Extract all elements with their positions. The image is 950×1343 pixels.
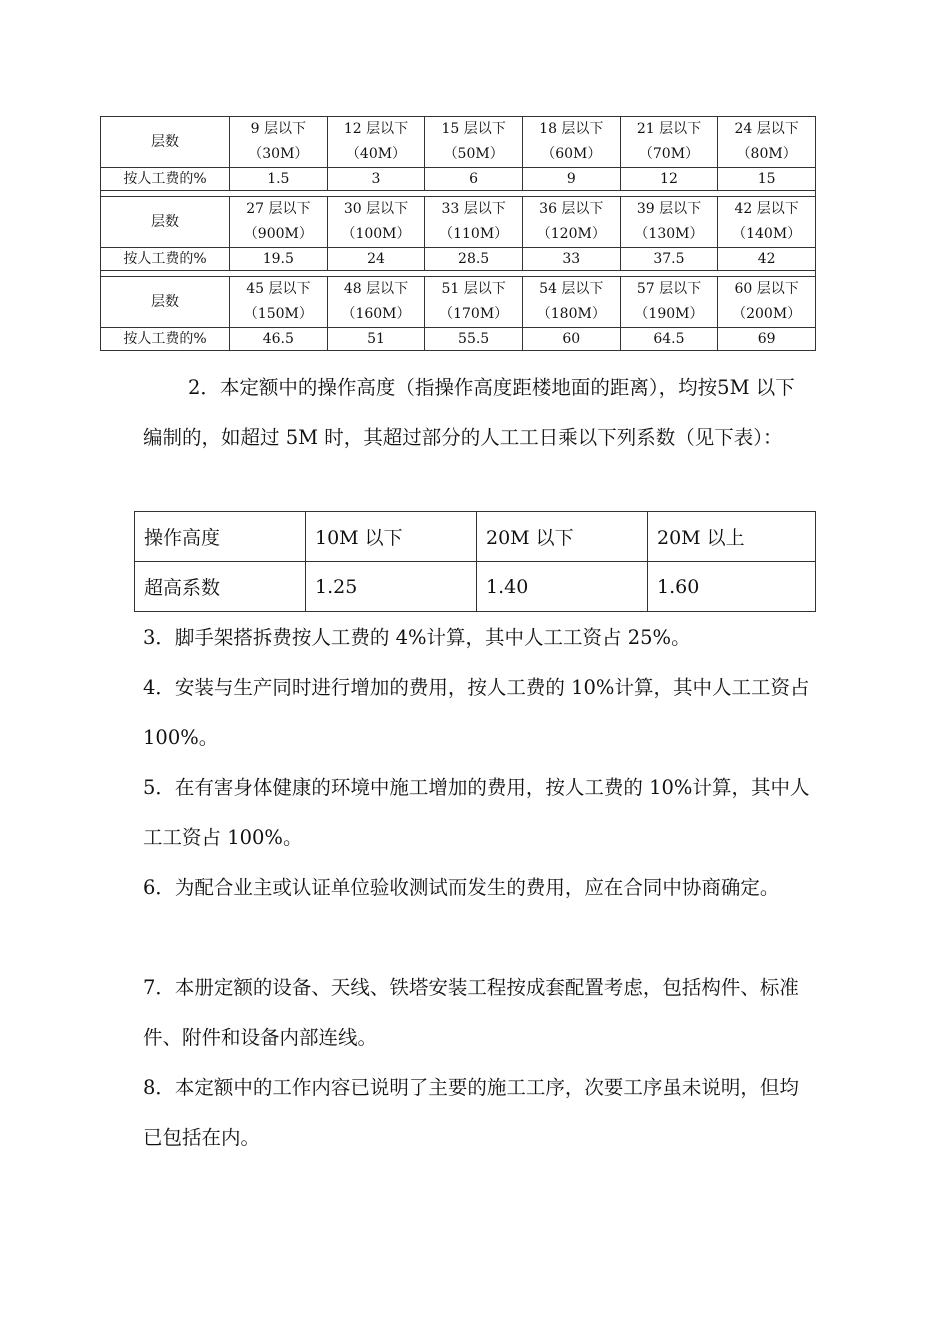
floor-limit-cell [327,197,425,248]
floor-limit-cell [718,117,816,168]
floor-limit-label: 54 层以下 [539,281,604,297]
percentage-cell: 19.5 [230,248,328,271]
floor-limit-label: 9 层以下 [250,121,306,137]
floor-limit-cell [718,197,816,248]
row-label-percentage: 按人工费的% [101,168,230,191]
table-cell: 1.40 [477,562,648,612]
row-label-floors: 层数 [101,197,230,248]
table-cell: 1.60 [648,562,816,612]
height-limit-label: （70M） [638,146,700,162]
height-limit-label: （60M） [541,146,602,162]
percentage-cell: 69 [718,328,816,351]
floor-limit-label: 60 层以下 [734,281,799,297]
table-row [101,168,816,191]
height-limit-label: （100M） [341,226,411,242]
floor-limit-cell [522,197,620,248]
row-label-percentage: 按人工费的% [101,328,230,351]
floor-limit-label: 48 层以下 [343,281,409,297]
floor-limit-cell [327,117,425,168]
percentage-cell: 60 [522,328,620,351]
floor-limit-label: 21 层以下 [636,121,702,137]
percentage-cell: 24 [327,248,425,271]
floor-limit-label: 18 层以下 [539,121,604,137]
height-limit-label: （120M） [536,226,606,242]
height-limit-label: （180M） [536,306,606,322]
percentage-cell: 64.5 [620,328,718,351]
paragraph-7: 7．本册定额的设备、天线、铁塔安装工程按成套配置考虑，包括构件、标准件、附件和设备内部连线。 [143,976,799,1049]
row-label-floors: 层数 [101,117,230,168]
floor-limit-label: 27 层以下 [246,201,311,217]
floor-limit-label: 30 层以下 [343,201,409,217]
table-cell: 20M 以下 [477,512,648,562]
paragraph-8: 8．本定额中的工作内容已说明了主要的施工工序，次要工序虽未说明，但均已包括在内。 [143,1076,799,1149]
floor-limit-label: 24 层以下 [734,121,799,137]
height-limit-label: （80M） [736,146,797,162]
floor-limit-label: 39 层以下 [636,201,702,217]
table-cell: 10M 以下 [306,512,477,562]
floor-limit-label: 36 层以下 [539,201,604,217]
floor-limit-cell [327,277,425,328]
floor-limit-label: 33 层以下 [441,201,506,217]
floor-limit-label: 15 层以下 [441,121,506,137]
percentage-cell: 3 [327,168,425,191]
floor-limit-cell [522,277,620,328]
floor-height-percentage-table [100,116,816,351]
floor-limit-cell [718,277,816,328]
percentage-cell: 28.5 [425,248,523,271]
floor-limit-cell [620,117,718,168]
floor-limit-cell [230,197,328,248]
floor-limit-cell [425,197,523,248]
table-cell: 20M 以上 [648,512,816,562]
table-row [101,277,816,328]
paragraph-3: 3．脚手架搭拆费按人工费的 4%计算，其中人工工资占 25%。 [143,626,691,649]
height-limit-label: （130M） [634,226,704,242]
height-limit-label: （170M） [439,306,509,322]
percentage-cell: 42 [718,248,816,271]
floor-limit-cell [620,277,718,328]
percentage-cell: 46.5 [230,328,328,351]
floor-limit-label: 57 层以下 [636,281,702,297]
floor-limit-label: 45 层以下 [246,281,311,297]
floor-limit-cell [425,117,523,168]
table-row [101,197,816,248]
paragraph-6: 6．为配合业主或认证单位验收测试而发生的费用，应在合同中协商确定。 [143,876,780,899]
height-limit-label: （190M） [634,306,704,322]
height-limit-label: （150M） [243,306,313,322]
floor-limit-cell [230,277,328,328]
percentage-cell: 15 [718,168,816,191]
percentage-cell: 9 [522,168,620,191]
height-limit-label: （30M） [248,146,309,162]
floor-limit-label: 12 层以下 [343,121,409,137]
operation-height-coefficient-table [134,511,816,612]
percentage-cell: 37.5 [620,248,718,271]
table-row [135,562,816,612]
table-row [101,328,816,351]
paragraph-2: 2．本定额中的操作高度（指操作高度距楼地面的距离），均按5M 以下编制的，如超过 5M 时，其超过部分的人工工日乘以下列系数（见下表）： [143,376,795,449]
paragraph-5: 5．在有害身体健康的环境中施工增加的费用，按人工费的 10%计算，其中人工工资占 100%。 [143,776,810,849]
height-limit-label: （50M） [443,146,504,162]
paragraph-4: 4．安装与生产同时进行增加的费用，按人工费的 10%计算，其中人工工资占 100%。 [143,676,810,749]
height-limit-label: （40M） [345,146,407,162]
percentage-cell: 12 [620,168,718,191]
percentage-cell: 33 [522,248,620,271]
table-row [101,248,816,271]
percentage-cell: 1.5 [230,168,328,191]
height-limit-label: （140M） [732,226,802,242]
height-limit-label: （200M） [732,306,802,322]
floor-limit-cell [425,277,523,328]
floor-limit-cell [620,197,718,248]
percentage-cell: 51 [327,328,425,351]
table-row [135,512,816,562]
height-limit-label: （110M） [439,226,509,242]
table-row [101,117,816,168]
percentage-cell: 55.5 [425,328,523,351]
row-label-percentage: 按人工费的% [101,248,230,271]
height-limit-label: （900M） [243,226,313,242]
row-label-floors: 层数 [101,277,230,328]
table-cell: 操作高度 [135,512,306,562]
floor-limit-cell [522,117,620,168]
table-cell: 超高系数 [135,562,306,612]
floor-limit-label: 42 层以下 [734,201,799,217]
height-limit-label: （160M） [341,306,411,322]
table-cell: 1.25 [306,562,477,612]
floor-limit-label: 51 层以下 [441,281,506,297]
percentage-cell: 6 [425,168,523,191]
floor-limit-cell [230,117,328,168]
